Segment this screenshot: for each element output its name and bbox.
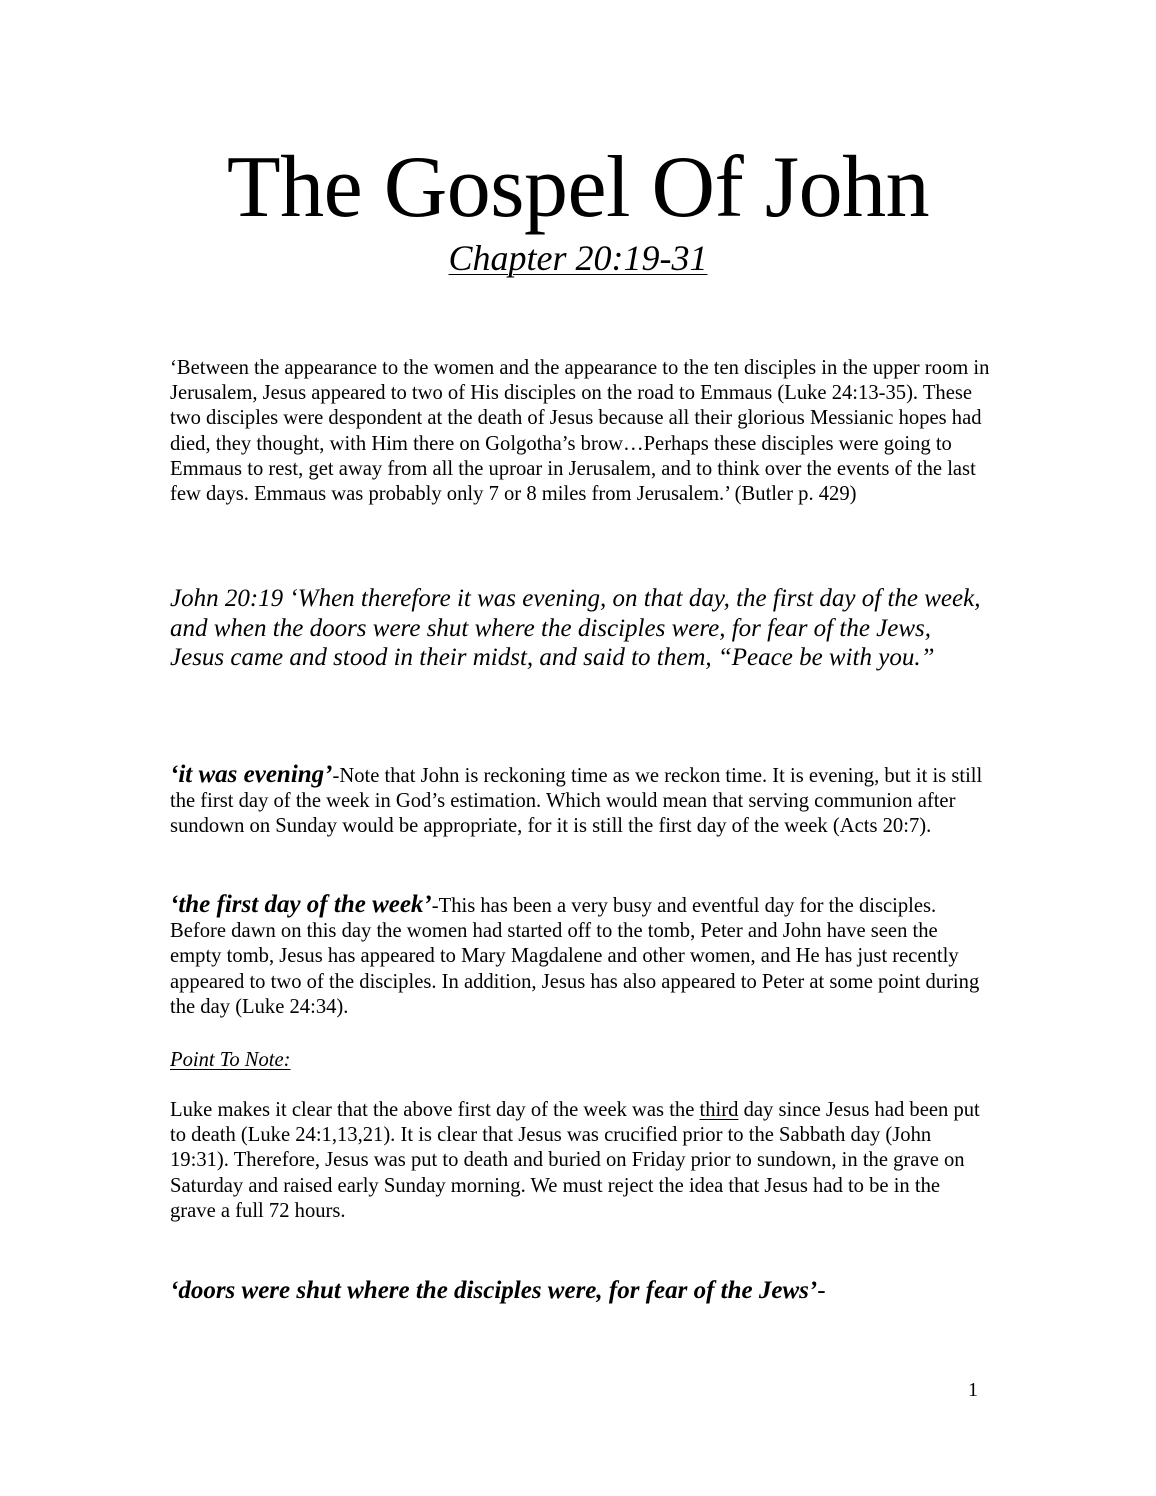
section-it-was-evening (170, 762, 990, 840)
point-to-note-paragraph (170, 1098, 990, 1224)
section-text: -Note that John is reckoning time as we reckon time. It is evening, but it is still the first day of the week in God’s estimation. Which would mean that serving communion after sundown on Sunday would be appropriate, for it is still the first day of the week (Acts 20:7). (170, 765, 983, 838)
section-first-day-of-week (170, 892, 990, 1020)
final-heading-lead: ‘doors were shut where the disciples were, for fear of the Jews’ (170, 1277, 818, 1304)
intro-quote-paragraph: ‘Between the appearance to the women and the appearance to the ten disciples in the upper room in Jerusalem, Jesus appeared to two of His disciples on the road to Emmaus (Luke 24:13-35). These two disciples were despondent at the death of Jesus because all their glorious Messianic hopes had died, they thought, with Him there on Golgotha’s brow…Perhaps these disciples were going to Emmaus to rest, get away from all the uproar in Jerusalem, and to think over the events of the last few days. Emmaus was probably only 7 or 8 miles from Jerusalem.’ (Butler p. 429) (170, 357, 990, 506)
final-heading-suffix: - (817, 1277, 826, 1304)
section-lead: ‘it was evening’ (170, 761, 333, 788)
verse-paragraph: John 20:19 ‘When therefore it was evening, on that day, the first day of the week, and when the doors were shut where the disciples were, for fear of the Jews, Jesus came and stood in their midst, and said to them, “Peace be with you.” (170, 585, 981, 671)
point-to-note-heading: Point To Note: (170, 1049, 291, 1071)
section-text: -This has been a very busy and eventful day for the disciples. Before dawn on this day the women had started off to the tomb, Peter and John have seen the empty tomb, Jesus has appeared to Mary Magdalene and other women, and He has just recently appeared to two of the disciples. In addition, Jesus has also appeared to Peter at some point during the day (Luke 24:34). (170, 895, 980, 1018)
note-text-before: Luke makes it clear that the above first day of the week was the (170, 1099, 700, 1121)
chapter-subtitle: Chapter 20:19-31 (448, 238, 708, 278)
note-underlined-word: third (699, 1099, 739, 1121)
section-lead: ‘the first day of the week’ (170, 891, 432, 918)
final-section-heading (170, 1276, 990, 1306)
page-title: The Gospel Of John (226, 139, 930, 236)
page-number: 1 (968, 1379, 978, 1401)
note-text-after: day since Jesus had been put to death (Luke 24:1,13,21). It is clear that Jesus was crucified prior to the Sabbath day (John 19:31). Therefore, Jesus was put to death and buried on Friday prior to sundown, in the grave on Saturday and raised early Sunday morning. We must reject the idea that Jesus had to be in the grave a full 72 hours. (170, 1099, 980, 1222)
